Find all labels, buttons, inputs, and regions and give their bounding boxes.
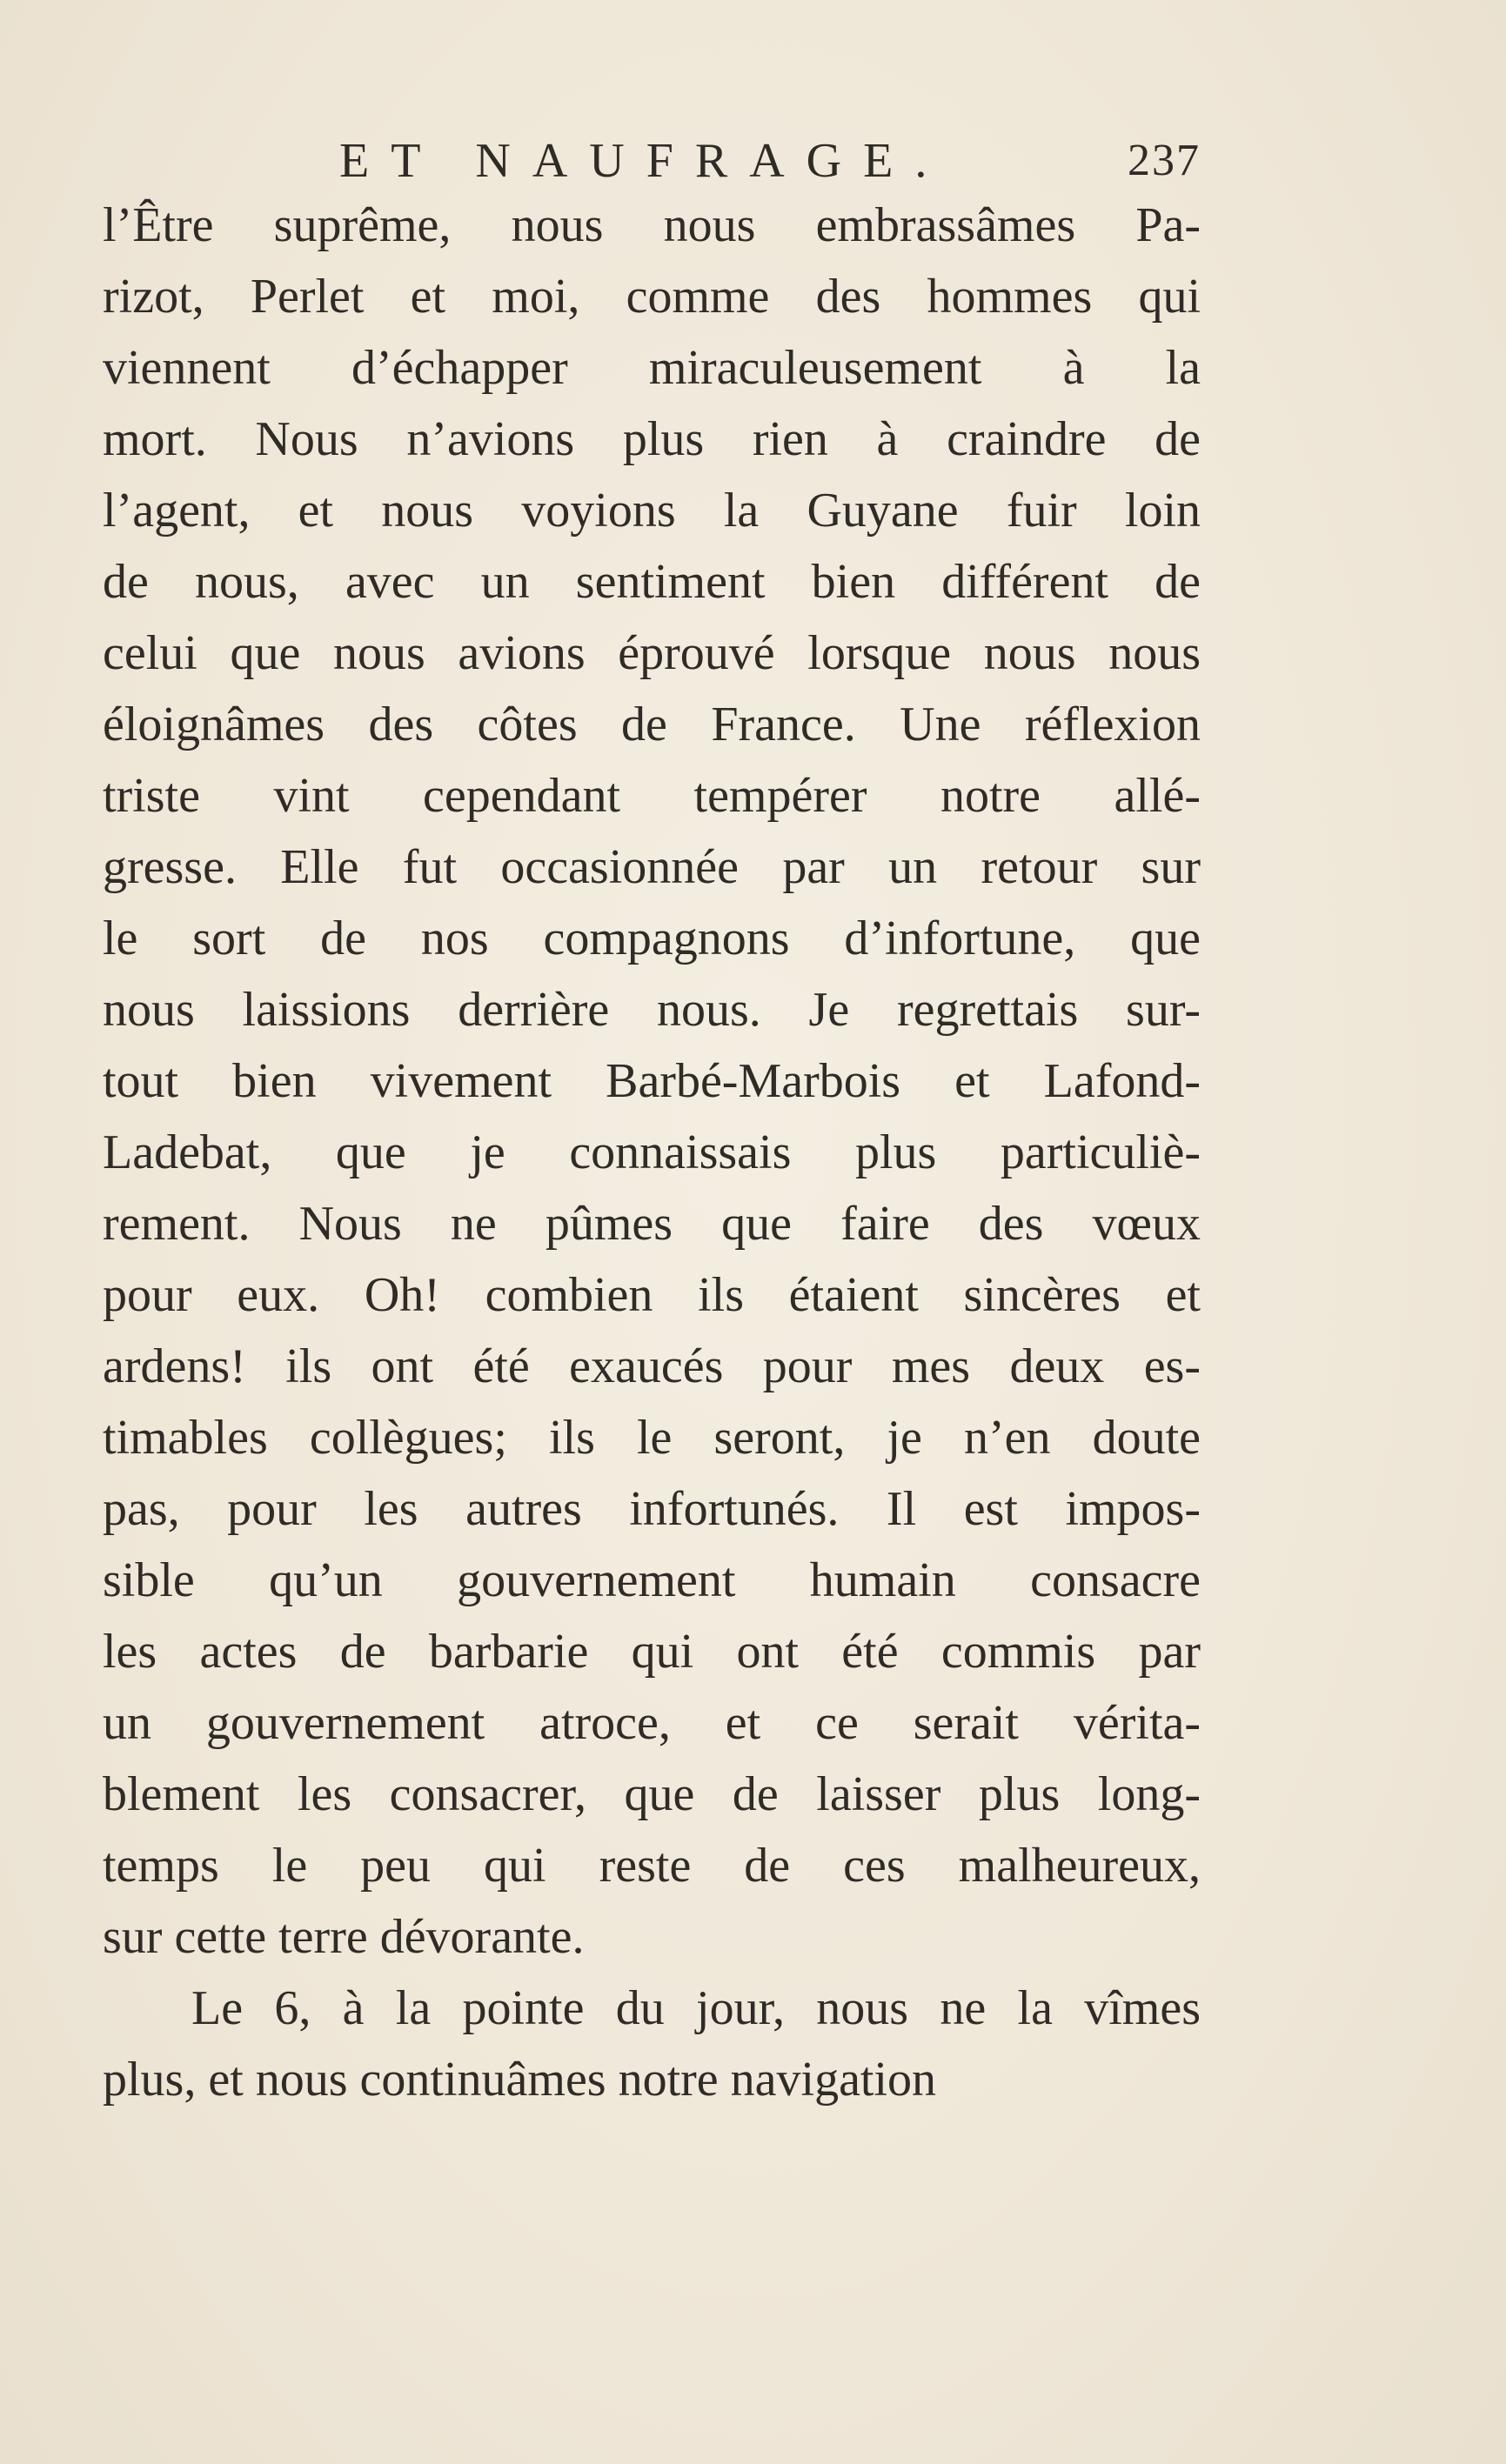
text-line: nous laissions derrière nous. Je regrettais sur-	[103, 983, 1201, 1037]
text-line: sible qu’un gouvernement humain consacre	[103, 1553, 1201, 1607]
text-line: gresse. Elle fut occasionnée par un retour sur	[103, 840, 1201, 894]
text-line: un gouvernement atroce, et ce serait vérita-	[103, 1696, 1201, 1750]
text-line: rizot, Perlet et moi, comme des hommes qui	[103, 270, 1201, 324]
text-line: les actes de barbarie qui ont été commis par	[103, 1625, 1201, 1679]
text-line: tout bien vivement Barbé-Marbois et Lafond-	[103, 1054, 1201, 1108]
text-line: mort. Nous n’avions plus rien à craindre de	[103, 412, 1201, 466]
text-line: plus, et nous continuâmes notre navigation	[103, 2053, 937, 2107]
text-line-paragraph-end: sur cette terre dévorante.	[103, 1910, 585, 1964]
text-line: celui que nous avions éprouvé lorsque nous nous	[103, 626, 1201, 680]
text-line: rement. Nous ne pûmes que faire des vœux	[103, 1197, 1201, 1251]
page-number: 237	[1128, 136, 1201, 185]
text-line: le sort de nos compagnons d’infortune, que	[103, 911, 1201, 965]
text-line: viennent d’échapper miraculeusement à la	[103, 341, 1201, 395]
body-text	[103, 190, 1201, 2115]
text-line: de nous, avec un sentiment bien différent de	[103, 555, 1201, 609]
text-line: éloignâmes des côtes de France. Une réflexion	[103, 698, 1201, 751]
text-line: timables collègues; ils le seront, je n’en doute	[103, 1411, 1201, 1465]
text-line: pas, pour les autres infortunés. Il est impos-	[103, 1482, 1201, 1536]
text-line: temps le peu qui reste de ces malheureux,	[103, 1839, 1201, 1893]
text-line: l’Être suprême, nous nous embrassâmes Pa-	[103, 198, 1201, 252]
page-header	[103, 130, 1201, 191]
text-line: l’agent, et nous voyions la Guyane fuir loin	[103, 484, 1201, 538]
text-line-paragraph-start: Le 6, à la pointe du jour, nous ne la vîmes	[191, 1981, 1201, 2035]
text-line: ardens! ils ont été exaucés pour mes deux es-	[103, 1339, 1201, 1393]
running-title: ET NAUFRAGE.	[339, 134, 949, 188]
text-line: triste vint cependant tempérer notre allé-	[103, 769, 1201, 823]
text-line: pour eux. Oh! combien ils étaient sincères et	[103, 1268, 1201, 1322]
text-line: Ladebat, que je connaissais plus particuliè-	[103, 1125, 1201, 1179]
text-line: blement les consacrer, que de laisser plus long-	[103, 1767, 1201, 1821]
